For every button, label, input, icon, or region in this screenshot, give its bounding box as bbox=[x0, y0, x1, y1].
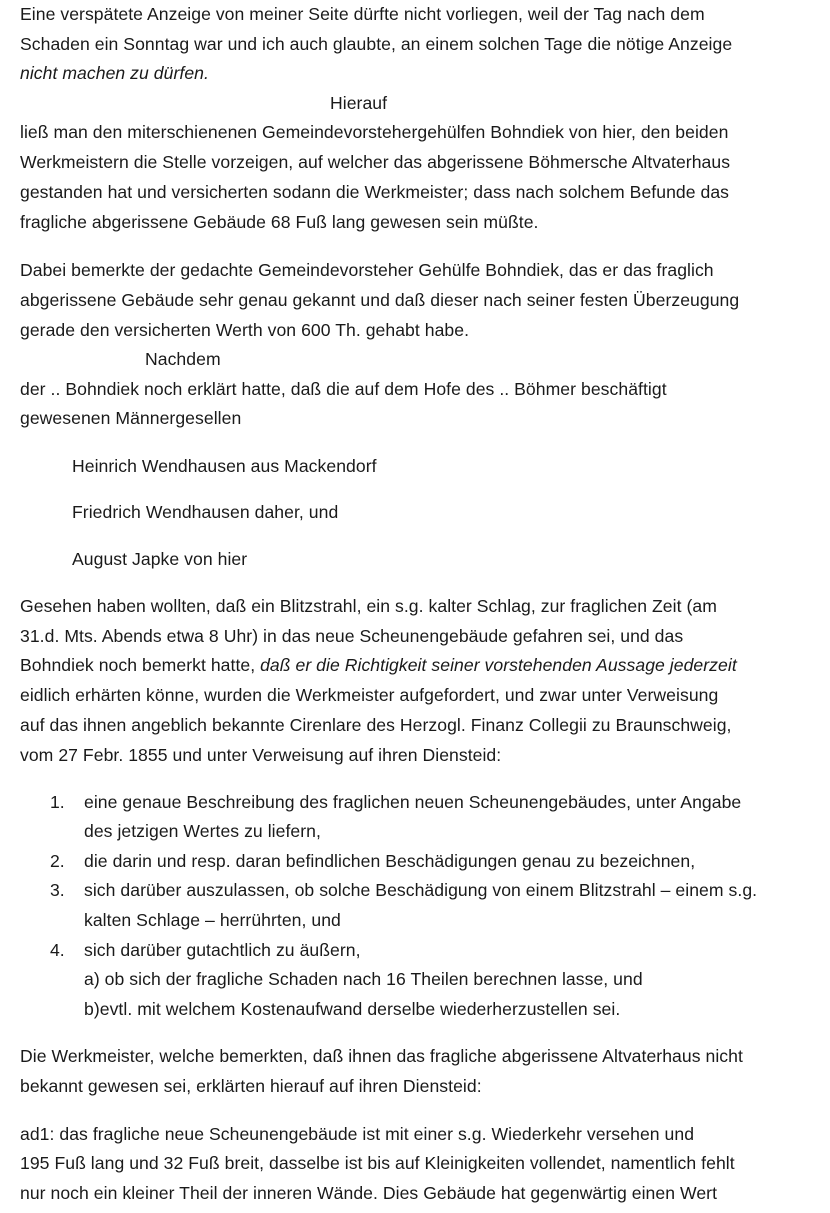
text-line: ließ man den miterschienenen Gemeindevorstehergehülfen Bohndiek von hier, den beiden bbox=[20, 122, 729, 142]
text-line: ad1: das fragliche neue Scheunengebäude ist mit einer s.g. Wiederkehr versehen und bbox=[20, 1124, 695, 1144]
list-subitem-line: b)evtl. mit welchem Kostenaufwand derselbe wiederherzustellen sei. bbox=[84, 999, 621, 1019]
text-line: bekannt gewesen sei, erklärten hierauf auf ihren Diensteid: bbox=[20, 1076, 482, 1096]
marginal-heading: Hierauf bbox=[330, 93, 388, 113]
list-item-line: die darin und resp. daran befindlichen Beschädigungen genau zu bezeichnen, bbox=[84, 851, 696, 871]
list-subitem-line: a) ob sich der fragliche Schaden nach 16 Theilen berechnen lasse, und bbox=[84, 969, 643, 989]
text-line: gestanden hat und versicherten sodann die Werkmeister; dass nach solchem Befunde das bbox=[20, 182, 730, 202]
text-line: fragliche abgerissene Gebäude 68 Fuß lang gewesen sein müßte. bbox=[20, 212, 539, 232]
text-line: eidlich erhärten könne, wurden die Werkmeister aufgefordert, und zwar unter Verweisung bbox=[20, 685, 719, 705]
text-segment: Bohndiek noch bemerkt hatte, bbox=[20, 655, 261, 675]
person-name: Heinrich Wendhausen aus Mackendorf bbox=[72, 456, 377, 476]
text-segment-italic: daß er die Richtigkeit seiner vorstehenden Aussage jederzeit bbox=[260, 655, 737, 675]
text-line: Die Werkmeister, welche bemerkten, daß ihnen das fragliche abgerissene Altvaterhaus nicht bbox=[20, 1046, 743, 1066]
list-number: 2. bbox=[50, 851, 65, 871]
text-line: vom 27 Febr. 1855 und unter Verweisung auf ihren Diensteid: bbox=[20, 745, 502, 765]
text-line: Eine verspätete Anzeige von meiner Seite dürfte nicht vorliegen, weil der Tag nach dem bbox=[20, 4, 705, 24]
list-number: 1. bbox=[50, 792, 65, 812]
text-line: Gesehen haben wollten, daß ein Blitzstrahl, ein s.g. kalter Schlag, zur fraglichen Zeit (am bbox=[20, 596, 717, 616]
list-item-line: sich darüber auszulassen, ob solche Beschädigung von einem Blitzstrahl – einem s.g. bbox=[84, 880, 758, 900]
text-line: Dabei bemerkte der gedachte Gemeindevorsteher Gehülfe Bohndiek, das er das fraglich bbox=[20, 260, 714, 280]
list-number: 4. bbox=[50, 940, 65, 960]
text-line: auf das ihnen angeblich bekannte Cirenlare des Herzogl. Finanz Collegii zu Braunschweig, bbox=[20, 715, 732, 735]
text-line: 195 Fuß lang und 32 Fuß breit, dasselbe ist bis auf Kleinigkeiten vollendet, namentlich fehlt bbox=[20, 1153, 735, 1173]
text-line: abgerissene Gebäude sehr genau gekannt und daß dieser nach seiner festen Überzeugung bbox=[20, 290, 740, 310]
person-name: Friedrich Wendhausen daher, und bbox=[72, 502, 339, 522]
list-item-line: kalten Schlage – herrührten, und bbox=[84, 910, 341, 930]
list-item-line: sich darüber gutachtlich zu äußern, bbox=[84, 940, 361, 960]
list-item-line: des jetzigen Wertes zu liefern, bbox=[84, 821, 321, 841]
text-line: der .. Bohndiek noch erklärt hatte, daß die auf dem Hofe des .. Böhmer beschäftigt bbox=[20, 379, 667, 399]
text-line: gerade den versicherten Werth von 600 Th. gehabt habe. bbox=[20, 320, 470, 340]
person-name: August Japke von hier bbox=[72, 549, 248, 569]
text-line: Schaden ein Sonntag war und ich auch glaubte, an einem solchen Tage die nötige Anzeige bbox=[20, 34, 733, 54]
text-line: gewesenen Männergesellen bbox=[20, 408, 242, 428]
list-item-line: eine genaue Beschreibung des fraglichen neuen Scheunengebäudes, unter Angabe bbox=[84, 792, 742, 812]
text-line: nur noch ein kleiner Theil der inneren Wände. Dies Gebäude hat gegenwärtig einen Wert bbox=[20, 1183, 718, 1203]
text-line: 31.d. Mts. Abends etwa 8 Uhr) in das neue Scheunengebäude gefahren sei, und das bbox=[20, 626, 684, 646]
list-number: 3. bbox=[50, 880, 65, 900]
text-line bbox=[20, 653, 737, 677]
marginal-heading: Nachdem bbox=[145, 349, 221, 369]
text-line-italic: nicht machen zu dürfen. bbox=[20, 63, 209, 83]
text-line: Werkmeistern die Stelle vorzeigen, auf welcher das abgerissene Böhmersche Altvaterhaus bbox=[20, 152, 731, 172]
